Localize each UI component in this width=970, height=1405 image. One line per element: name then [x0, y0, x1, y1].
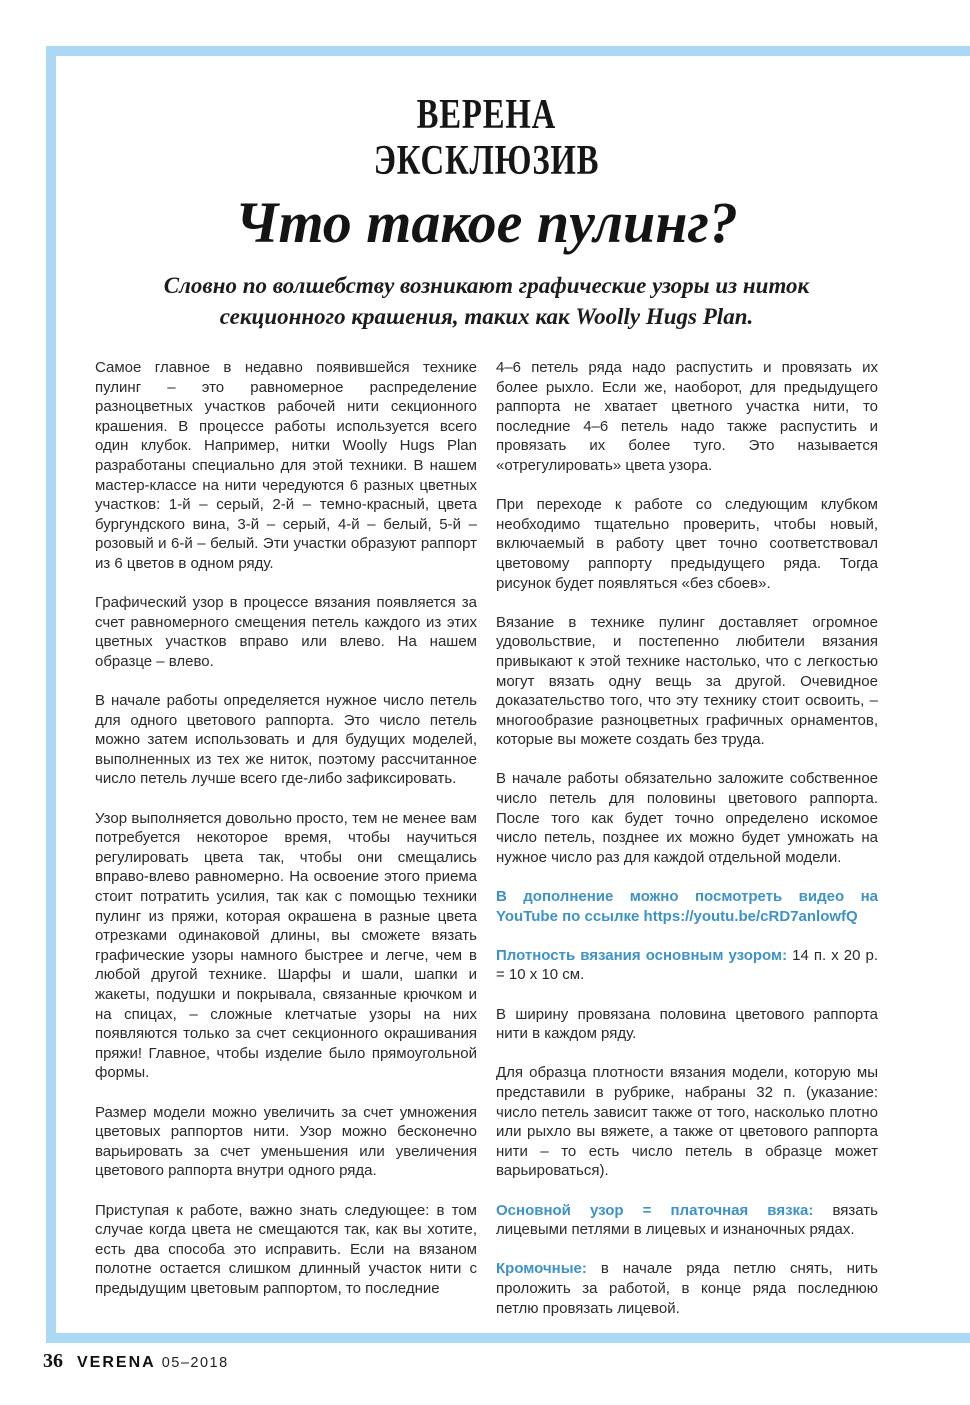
masthead [95, 92, 878, 184]
body-paragraph: Приступая к работе, важно знать следующее: в том случае когда цвета не смещаются так, как вы хотите, есть два способа это исправить. Если на вязаном полотне остается слишком длинный участок нити с предыдущим цветовым раппортом, то последние [95, 1201, 477, 1297]
right-column [496, 358, 878, 1318]
body-paragraph [496, 769, 878, 867]
paragraph-text: В начале работы обязательно заложите собственное число петель для половины цветового раппорта. После того как будет точно определено искомое число петель, позднее их можно будет умножать на нужное число раз для каждой отдельной модели. [496, 770, 878, 866]
paragraph-text: вязать лицевыми петлями в лицевых и изнаночных рядах. [496, 1201, 878, 1239]
page-footer [43, 1350, 229, 1373]
gauge-paragraph [496, 946, 878, 985]
body-paragraph [496, 358, 878, 476]
youtube-link-text: В дополнение можно посмотреть видео на YouTube по ссылке https://youtu.be/cRD7anlowfQ [496, 888, 878, 925]
body-paragraph [496, 495, 878, 593]
paragraph-lead: Кромочные: [496, 1260, 587, 1278]
body-paragraph: Графический узор в процессе вязания появляется за счет равномерного смещения петель каждого из этих цветных участков вправо или влево. На нашем образце – влево. [95, 594, 477, 670]
paragraph-lead: Основной узор = платочная вязка: [496, 1201, 814, 1219]
paragraph-text: 14 п. x 20 р. = 10 x 10 см. [496, 946, 878, 984]
masthead-line2: ЭКСКЛЮЗИВ [373, 138, 600, 184]
body-paragraph [496, 1005, 878, 1044]
frame-border-bottom [46, 1333, 970, 1343]
paragraph-lead: Плотность вязания основным узором: [496, 946, 788, 964]
frame-border-left [46, 46, 56, 1343]
main-pattern-paragraph [496, 1201, 878, 1240]
masthead-line1: ВЕРЕНА [416, 92, 557, 138]
paragraph-text: В ширину провязана половина цветового раппорта нити в каждом ряду. [496, 1005, 878, 1043]
body-paragraph [496, 1063, 878, 1181]
left-column [95, 358, 477, 1318]
paragraph-text: 4–6 петель ряда надо распустить и провязать их более рыхло. Если же, наоборот, для предыдущего раппорта не хватает цветного участка нити, то последние 4–6 петель надо также распустить и провязать их более туго. Это называется «отрегулировать» цвета узора. [496, 359, 878, 474]
page-title: Что такое пулинг? [235, 190, 738, 255]
body-paragraph: В начале работы определяется нужное число петель для одного цветового раппорта. Это число петель можно затем использовать и для будущих моделей, выполненных из тех же ниток, поэтому рассчитанное число петель лучше всего где-либо зафиксировать. [95, 692, 477, 788]
body-paragraph: Размер модели можно увеличить за счет умножения цветовых раппортов нити. Узор можно бесконечно варьировать за счет уменьшения или увеличения цветового раппорта внутри одного ряда. [95, 1103, 477, 1180]
frame-border-top [46, 46, 970, 56]
paragraph-text: Для образца плотности вязания модели, которую мы представили в рубрике, набраны 32 п. (указание: число петель зависит также от того, насколько плотно или рыхло вы вяжете, а также от цветового раппорта нити – то есть число петель в образце может варьироваться). [496, 1064, 878, 1180]
footer-magazine-title: VERENA [77, 1354, 156, 1371]
selvedge-paragraph [496, 1259, 878, 1318]
footer-page-number: 36 [43, 1350, 63, 1372]
paragraph-text: в начале ряда петлю снять, нить проложить за работой, в конце ряда последнюю петлю провязать лицевой. [496, 1260, 878, 1317]
youtube-note-paragraph [496, 887, 878, 926]
body-paragraph [496, 613, 878, 750]
body-paragraph: Узор выполняется довольно просто, тем не менее вам потребуется некоторое время, чтобы научиться регулировать цвета так, чтобы они смещались вправо-влево равномерно. На освоение этого приема стоит потратить усилия, так как с помощью техники пулинг из пряжи, которая окрашена в разные цвета отрезками одинаковой длины, вы сможете вязать графические узоры намного быстрее и легче, чем в любой другой технике. Шарфы и шали, шапки и жакеты, подушки и покрывала, связанные крючком и на спицах, – сложные клетчатые узоры на них появляются только за счет секционного окрашивания пряжи! Главное, чтобы изделие было прямоугольной формы. [95, 809, 477, 1082]
paragraph-text: Вязание в технике пулинг доставляет огромное удовольствие, и постепенно любители вязания привыкают к этой технике настолько, что с легкостью могут вязать одну вещь за другой. Очевидное доказательство того, что эту технику стоит освоить, – многообразие разноцветных графичных орнаментов, которые вы можете создать без труда. [496, 613, 878, 749]
page-subtitle: Словно по волшебству возникают графические узоры из ниток секционного крашения, таких как Woolly Hugs Plan. [163, 273, 810, 329]
paragraph-text: При переходе к работе со следующим клубком необходимо тщательно проверить, чтобы новый, включаемый в работу цвет точно соответствовал цветовому раппорту предыдущего ряда. Тогда рисунок будет появляться «без сбоев». [496, 496, 878, 592]
page-content [95, 92, 878, 1318]
footer-issue: 05–2018 [161, 1355, 229, 1371]
article-columns [95, 358, 878, 1318]
body-paragraph: Самое главное в недавно появившейся технике пулинг – это равномерное распределение разноцветных участков рабочей нити секционного крашения. В процессе работы используется всего один клубок. Например, нитки Woolly Hugs Plan разработаны специально для этой техники. В нашем мастер-классе на нити чередуются 6 разных цветных участков: 1-й – серый, 2-й – темно-красный, цвета бургундского вина, 3-й – серый, 4-й – белый, 5-й – розовый и 6-й – белый. Эти участки образуют раппорт из 6 цветов в одном ряду. [95, 359, 477, 572]
